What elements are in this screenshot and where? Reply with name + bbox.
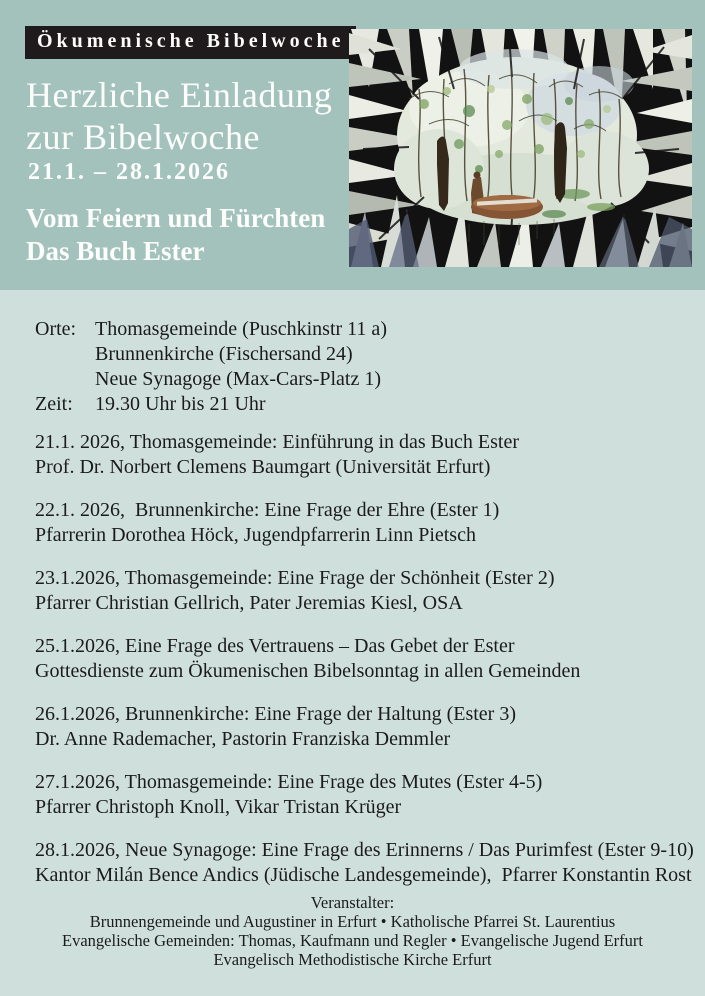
title-line-2: zur Bibelwoche [26,117,260,157]
footer-veranstalter [0,893,705,969]
event-title-line: 25.1.2026, Eine Frage des Vertrauens – Das Gebet der Ester [35,635,515,657]
event-speakers-line: Gottesdienste zum Ökumenischen Bibelsonntag in allen Gemeinden [35,660,581,682]
footer-line: Brunnengemeinde und Augustiner in Erfurt • Katholische Pfarrei St. Laurentius [89,912,616,931]
orte-label: Orte: [35,318,77,340]
title-line-1: Herzliche Einladung [26,75,333,115]
location-line: Neue Synagoge (Max-Cars-Platz 1) [95,368,382,390]
event-speakers-line: Dr. Anne Rademacher, Pastorin Franziska Demmler [35,728,451,750]
event-item [35,498,694,548]
event-item [35,838,694,888]
info-row [35,367,387,392]
footer-line: Evangelisch Methodistische Kirche Erfurt [213,950,492,969]
event-title-line: 27.1.2026, Thomasgemeinde: Eine Frage des Mutes (Ester 4-5) [35,771,543,793]
footer-line: Evangelische Gemeinden: Thomas, Kaufmann und Regler • Evangelische Jugend Erfurt [62,931,643,950]
event-title-line: 22.1. 2026, Brunnenkirche: Eine Frage der Ehre (Ester 1) [35,499,500,521]
event-item [35,566,694,616]
info-row-zeit [35,392,387,417]
event-title-line: 28.1.2026, Neue Synagoge: Eine Frage des Erinnerns / Das Purimfest (Ester 9-10) [35,839,694,861]
zeit-label: Zeit: [35,393,73,415]
location-line: Brunnenkirche (Fischersand 24) [95,343,353,365]
info-row-orte [35,317,387,342]
event-item [35,430,694,480]
info-row [35,342,387,367]
event-title-line: 26.1.2026, Brunnenkirche: Eine Frage der Haltung (Ester 3) [35,703,516,725]
info-section [35,317,387,417]
subtitle-line-2: Das Buch Ester [26,236,205,266]
artwork-image [349,29,692,267]
location-line: Thomasgemeinde (Puschkinstr 11 a) [95,318,387,340]
event-speakers-line: Pfarrer Christian Gellrich, Pater Jeremias Kiesl, OSA [35,592,463,614]
event-title-line: 21.1. 2026, Thomasgemeinde: Einführung in das Buch Ester [35,431,519,453]
veranstalter-label: Veranstalter: [310,893,395,912]
event-speakers-line: Kantor Milán Bence Andics (Jüdische Landesgemeinde), Pfarrer Konstantin Rost [35,864,692,886]
page-title [26,74,332,158]
event-item [35,770,694,820]
event-speakers-line: Pfarrerin Dorothea Höck, Jugendpfarrerin Linn Pietsch [35,524,476,546]
spacer [35,342,95,367]
header-section [0,0,705,290]
event-speakers-line: Prof. Dr. Norbert Clemens Baumgart (Universität Erfurt) [35,456,491,478]
subtitle-line-1: Vom Feiern und Fürchten [26,203,326,233]
spacer [35,367,95,392]
date-range: 21.1. – 28.1.2026 [28,159,230,185]
zeit-value: 19.30 Uhr bis 21 Uhr [95,393,266,415]
event-item [35,702,694,752]
subtitle [26,202,325,268]
events-list [35,430,694,906]
event-item [35,634,694,684]
event-title-line: 23.1.2026, Thomasgemeinde: Eine Frage der Schönheit (Ester 2) [35,567,555,589]
badge-oekumenische-bibelwoche: Ökumenische Bibelwoche [25,26,356,59]
event-speakers-line: Pfarrer Christoph Knoll, Vikar Tristan Krüger [35,796,402,818]
